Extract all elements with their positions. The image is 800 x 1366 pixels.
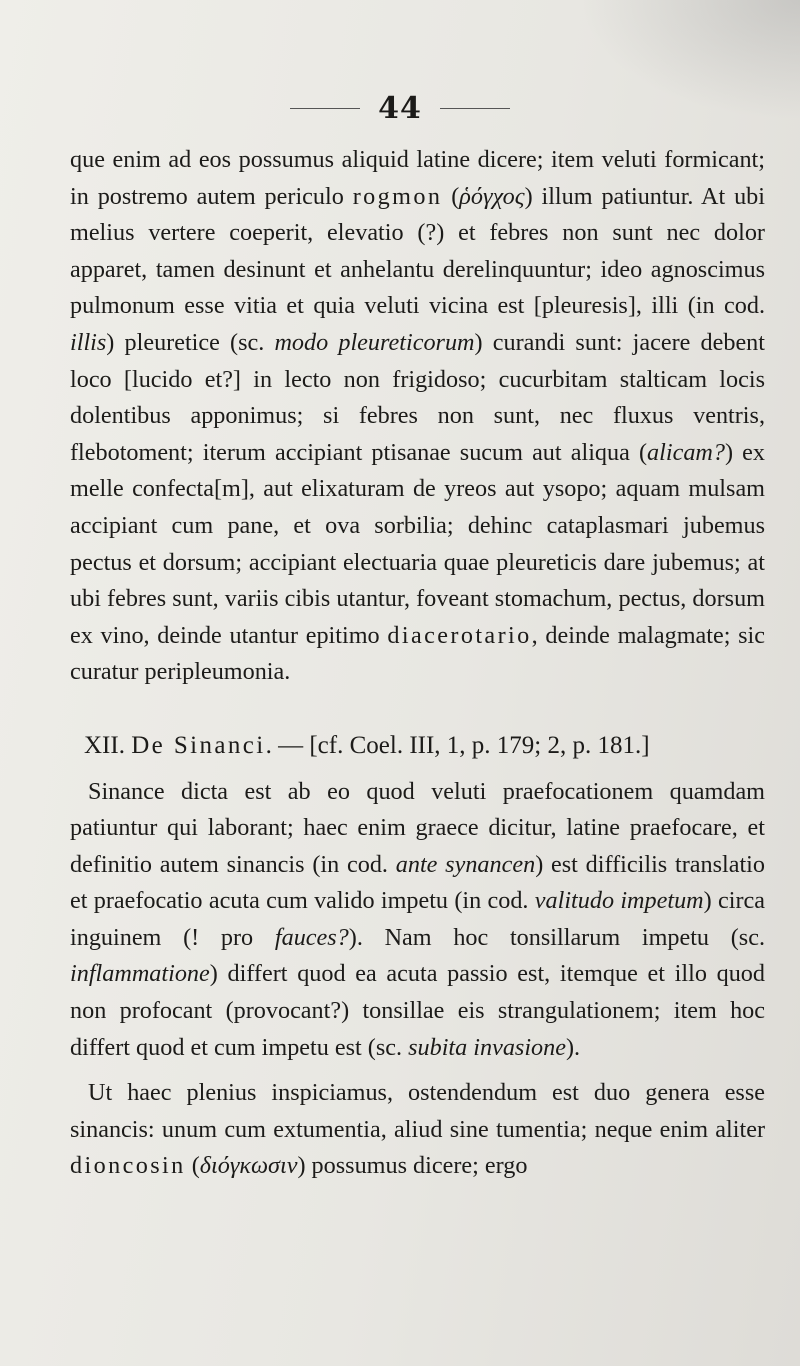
- paragraph-peripleumonia: [70, 142, 765, 691]
- text-segment: ) illum patiuntur. At ubi melius vertere coeperit, elevatio (?) et febres non sunt nec dolor apparet, tamen desinunt et anhelantu derelinquuntur; ideo agnoscimus pulmonum esse vitia et quia veluti vicina est [pleuresis], illi (in cod.: [70, 182, 765, 320]
- text-segment: Sinance dicta est ab eo quod veluti praefocationem quamdam patiuntur qui laborant; haec enim graece dicitur, latine praefocare, et definitio autem sinancis (in cod.: [70, 777, 765, 878]
- header-rule-right: [440, 108, 510, 109]
- text-segment: ) ex melle confecta[m], aut elixaturam de yreos aut ysopo; aquam mulsam accipiant cum pane, et ova sorbilia; dehinc cataplasmari jubemus pectus et dorsum; accipiant electuaria quae pleureticis dare jubemus; at ubi febres sunt, variis cibis utantur, foveant stomachum, pectus, dorsum ex vino, deinde utantur epitimo: [70, 438, 765, 649]
- paragraph-sinance-definition: [70, 774, 765, 1067]
- paragraph-sinance-genera: [70, 1075, 765, 1185]
- text-segment: , deinde malagmate; sic curatur peripleumonia.: [70, 621, 765, 686]
- italic-note: illis: [70, 328, 107, 356]
- italic-note: subita invasione: [408, 1033, 566, 1061]
- section-reference: . — [cf. Coel. III, 1, p. 179; 2, p. 181.]: [265, 731, 650, 759]
- spaced-term: diacerotario: [387, 621, 532, 649]
- section-numeral: XII.: [84, 731, 132, 759]
- page-header: [0, 88, 800, 128]
- text-segment: ) curandi sunt: jacere debent loco [lucido et?] in lecto non frigidoso; cucurbitam stalticam locis dolentibus apponimus; si febres non sunt, nec fluxus ventris, flebotoment; iterum accipiant ptisanae sucum aut aliqua (: [70, 328, 765, 466]
- text-segment: ) possumus dicere; ergo: [297, 1152, 528, 1180]
- italic-note: valitudo impetum: [534, 887, 704, 915]
- greek-term: διόγκωσιν: [199, 1152, 298, 1180]
- text-segment: ) differt quod ea acuta passio est, itemque et illo quod non profocant (provocant?) tonsillae eis strangulationem; item hoc differt quod et cum impetu est (sc.: [70, 960, 765, 1061]
- italic-note: alicam?: [647, 438, 725, 466]
- spaced-term: rogmon: [352, 182, 443, 210]
- section-heading: [70, 728, 765, 765]
- italic-note: inflammatione: [70, 960, 210, 988]
- page-number: 44: [378, 90, 422, 126]
- text-segment: (: [442, 182, 460, 210]
- text-segment: ) est difficilis translatio et praefocatio acuta cum valido impetu (in cod.: [70, 850, 765, 915]
- text-segment: ) circa inguinem (! pro: [70, 887, 765, 951]
- header-rule-left: [290, 108, 360, 109]
- body-text: [70, 142, 765, 1185]
- spaced-term: dioncosin: [70, 1152, 186, 1180]
- text-segment: (: [185, 1152, 200, 1180]
- greek-term: ῥόγχος: [459, 182, 525, 210]
- italic-note: ante synancen: [395, 850, 536, 878]
- text-segment: ).: [565, 1033, 581, 1061]
- section-title: De Sinanci: [131, 731, 266, 759]
- italic-note: fauces?: [274, 923, 349, 951]
- text-segment: Ut haec plenius inspiciamus, ostendendum est duo genera esse sinancis: unum cum extumentia, aliud sine tumentia; neque enim aliter: [70, 1079, 765, 1143]
- text-segment: ) pleuretice (sc.: [106, 328, 275, 356]
- italic-note: modo pleureticorum: [274, 328, 475, 356]
- text-segment: ). Nam hoc tonsillarum impetu (sc.: [348, 923, 765, 951]
- text-segment: que enim ad eos possumus aliquid latine dicere; item veluti formicant; in postremo autem periculo: [70, 146, 765, 210]
